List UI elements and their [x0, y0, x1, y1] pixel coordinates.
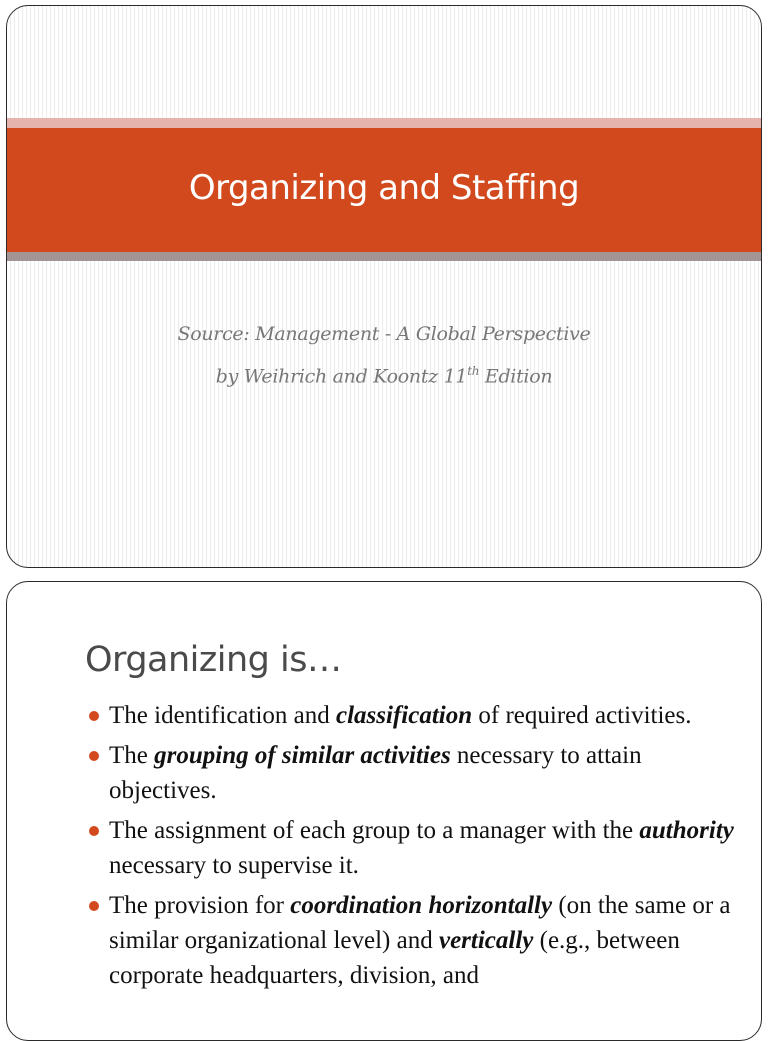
source-line: Source: Management - A Global Perspective	[177, 323, 591, 345]
bullet-item	[85, 698, 735, 733]
content-slide	[6, 581, 762, 1041]
bullet-text: necessary to supervise it.	[109, 852, 359, 879]
bullet-item	[85, 738, 735, 808]
bullet-emphasis: coordination horizontally	[290, 892, 553, 919]
author-line-edition: Edition	[479, 365, 553, 388]
slide-subtitle	[7, 316, 761, 395]
bullet-text: (e.g., between corporate headquarters, division, and	[109, 927, 680, 989]
title-band-bottom-accent	[7, 252, 761, 261]
bullet-emphasis: authority	[639, 817, 734, 844]
bullet-text: necessary to attain objectives.	[109, 742, 642, 804]
bullet-dot-icon	[89, 826, 99, 836]
author-line	[7, 353, 761, 395]
bullet-emphasis: classification	[336, 702, 473, 729]
bullet-list	[85, 698, 735, 998]
title-slide	[6, 5, 762, 568]
bullet-emphasis: grouping of similar activities	[154, 742, 451, 769]
author-line-text: by Weihrich and Koontz 11	[215, 365, 468, 388]
title-band	[7, 128, 761, 252]
edition-superscript: th	[467, 364, 480, 378]
bullet-text: The assignment of each group to a manager with the	[109, 817, 640, 844]
bullet-text: The identification and	[109, 702, 337, 729]
bullet-text: (on the same or a similar organizational level) and	[109, 892, 731, 954]
bullet-dot-icon	[89, 711, 99, 721]
bullet-text: The	[109, 742, 155, 769]
title-band-top-accent	[7, 118, 761, 128]
bullet-item	[85, 813, 735, 883]
slide-heading: Organizing is…	[85, 640, 342, 680]
bullet-item	[85, 888, 735, 993]
bullet-dot-icon	[89, 751, 99, 761]
bullet-emphasis: vertically	[438, 927, 534, 954]
slide-title: Organizing and Staffing	[188, 168, 580, 208]
bullet-text: of required activities.	[472, 702, 692, 729]
bullet-text: The provision for	[109, 892, 291, 919]
bullet-dot-icon	[89, 901, 99, 911]
